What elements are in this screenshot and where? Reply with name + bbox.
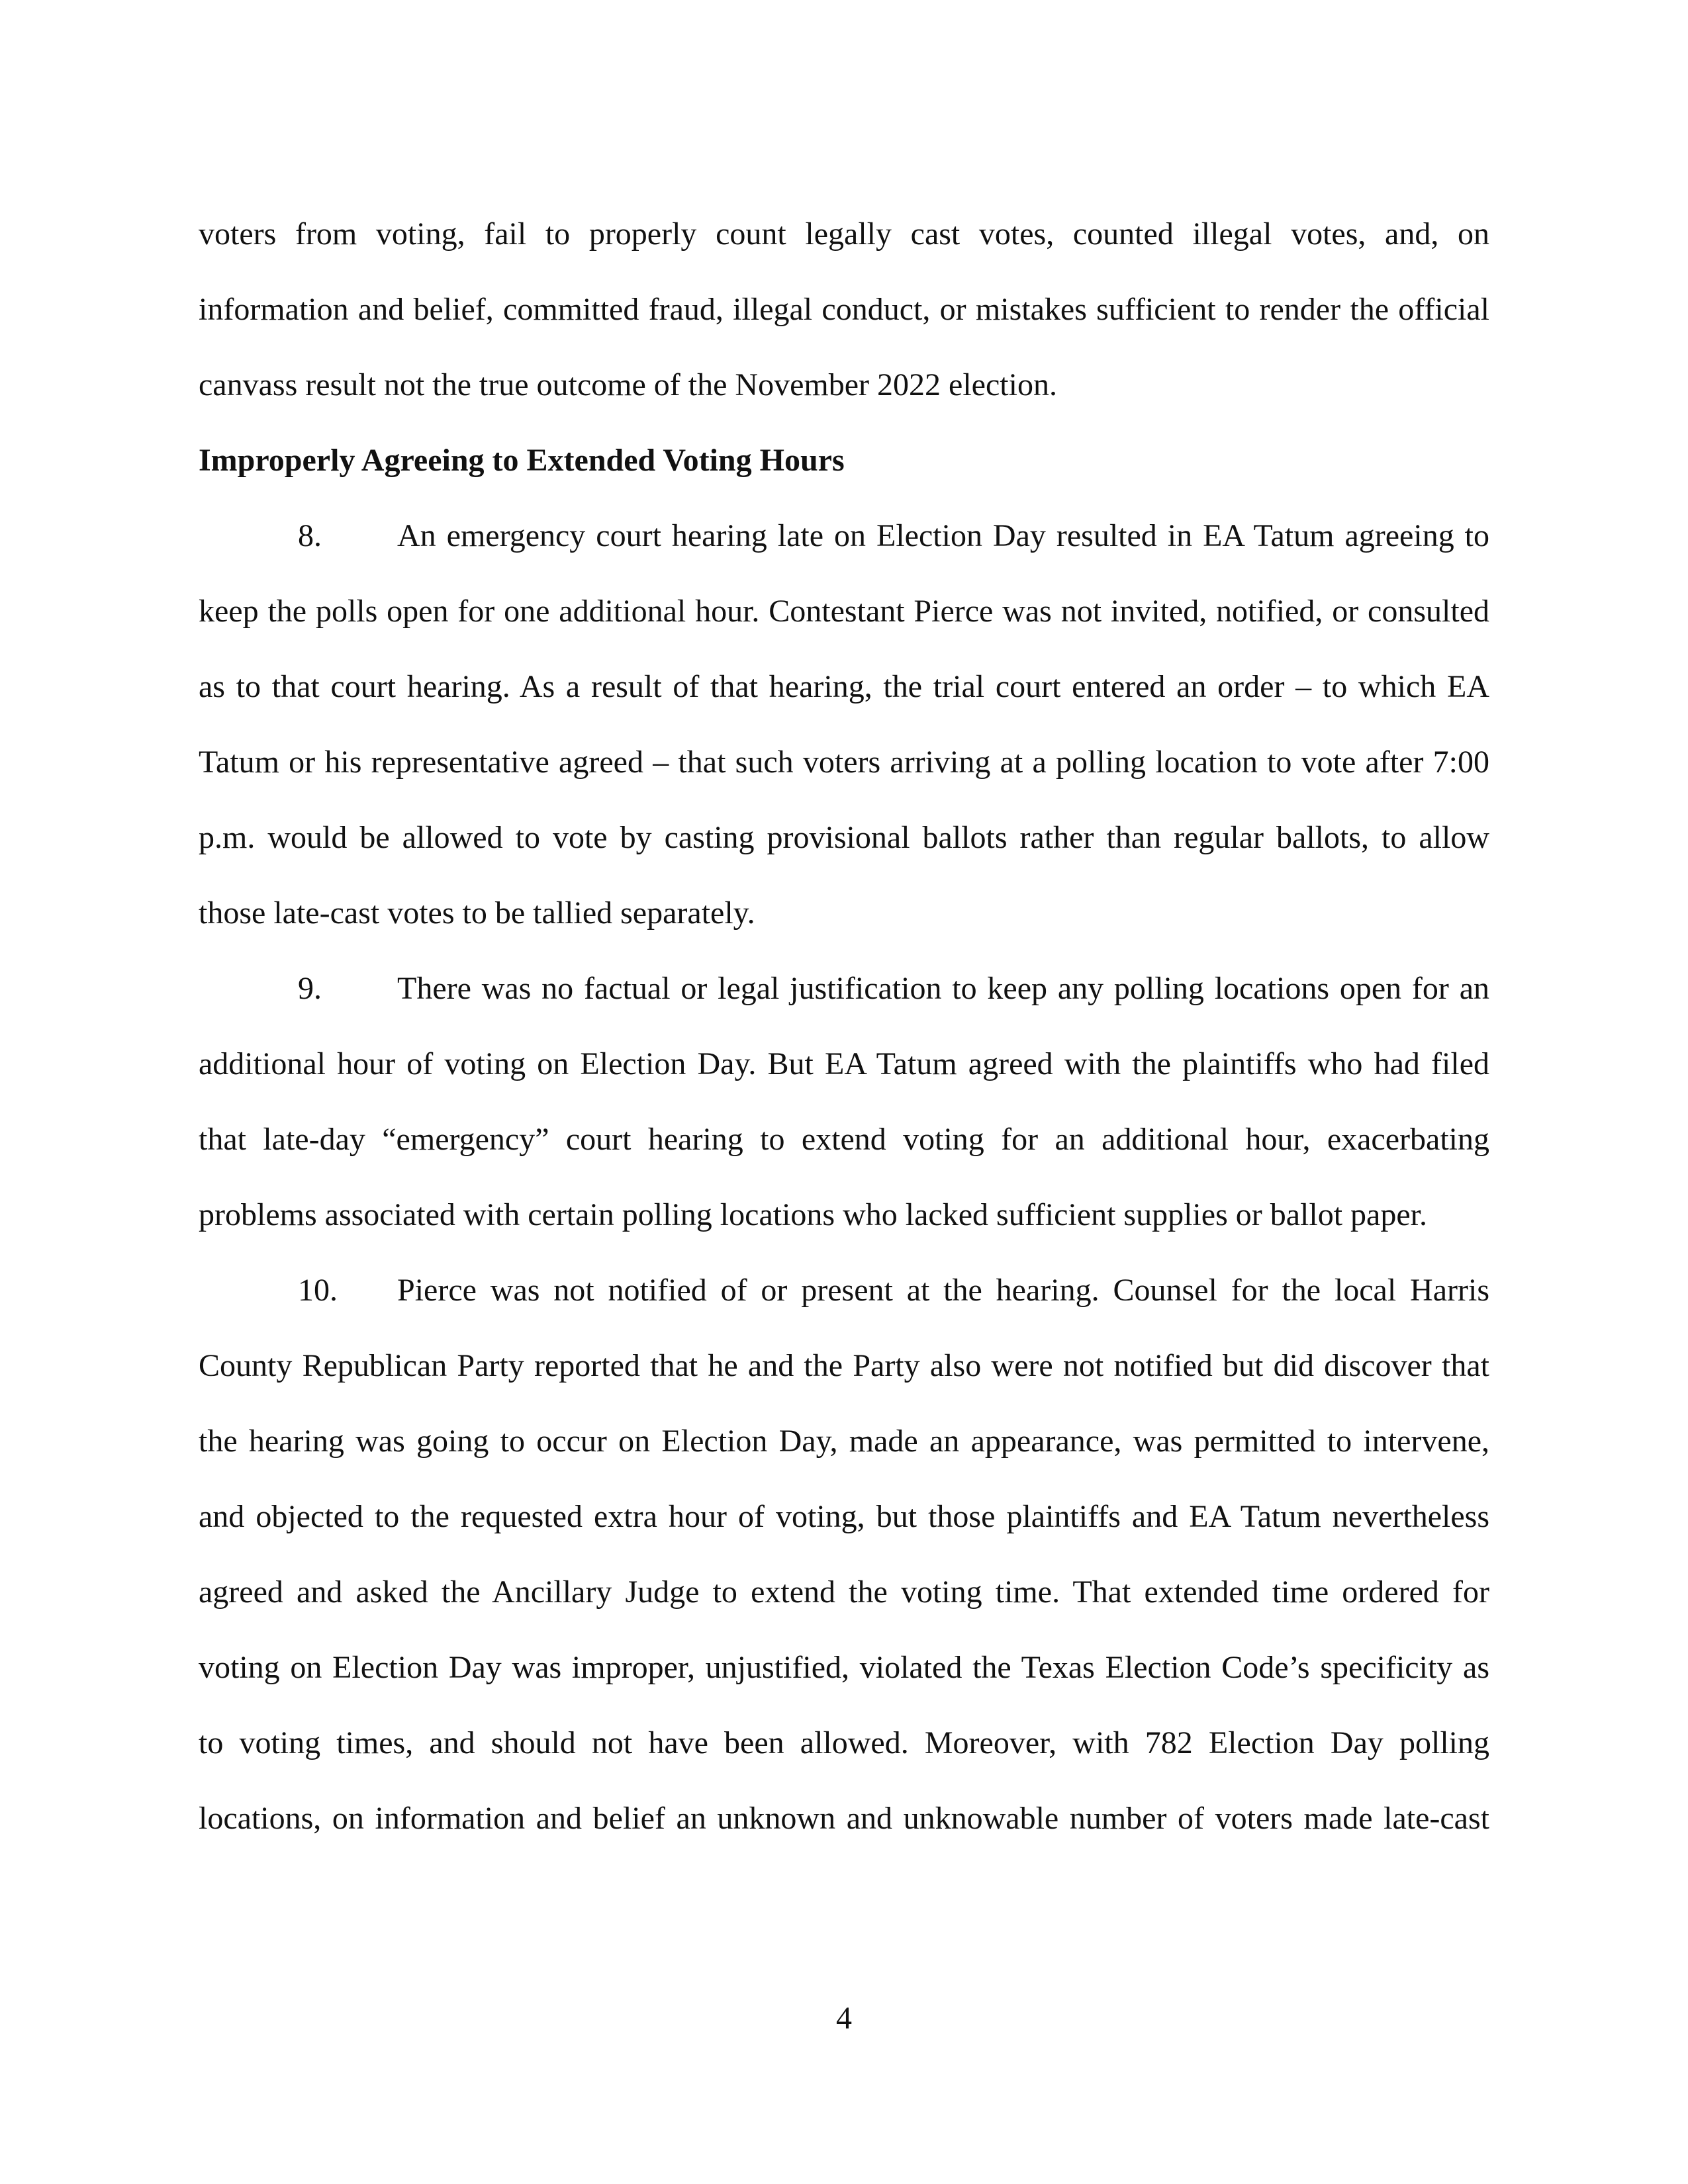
paragraph-number: 10. — [298, 1273, 338, 1308]
paragraph-text: Pierce was not notified of or present at the hearing. Counsel for the local Harris County Republican Party reported that he and the Party also were not notified but did discover that the hearing was going to occur on Election Day, made an appearance, was permitted to intervene, and objected to the requested extra hour of voting, but those plaintiffs and EA Tatum nevertheless agreed and asked the Ancillary Judge to extend the voting time. That extended time ordered for voting on Election Day was improper, unjustified, violated the Texas Election Code’s specificity as to voting times, and should not have been allowed. Moreover, with 782 Election Day polling locations, on information and belief an unknown and unknowable number of voters made late-cast — [199, 1273, 1489, 1836]
document-body — [199, 197, 1489, 1856]
intro-paragraph: voters from voting, fail to properly count legally cast votes, counted illegal votes, and, on information and belief, committed fraud, illegal conduct, or mistakes sufficient to render the official canvass result not the true outcome of the November 2022 election. — [199, 216, 1489, 402]
page-number: 4 — [836, 2001, 852, 2036]
section-heading: Improperly Agreeing to Extended Voting Hours — [199, 443, 845, 478]
paragraph-number: 8. — [298, 518, 322, 553]
paragraph-text: An emergency court hearing late on Election Day resulted in EA Tatum agreeing to keep the polls open for one additional hour. Contestant Pierce was not invited, notified, or consulted as to that court hearing. As a result of that hearing, the trial court entered an order – to which EA Tatum or his representative agreed – that such voters arriving at a polling location to vote after 7:00 p.m. would be allowed to vote by casting provisional ballots rather than regular ballots, to allow those late-cast votes to be tallied separately. — [199, 518, 1489, 931]
paragraph-text: There was no factual or legal justification to keep any polling locations open for an additional hour of voting on Election Day. But EA Tatum agreed with the plaintiffs who had filed that late-day “emergency” court hearing to extend voting for an additional hour, exacerbating problems associated with certain polling locations who lacked sufficient supplies or ballot paper. — [199, 971, 1489, 1232]
paragraph-number: 9. — [298, 971, 322, 1006]
numbered-paragraph-10 — [199, 1253, 1489, 1856]
numbered-paragraph-9 — [199, 951, 1489, 1253]
numbered-paragraph-8 — [199, 498, 1489, 951]
